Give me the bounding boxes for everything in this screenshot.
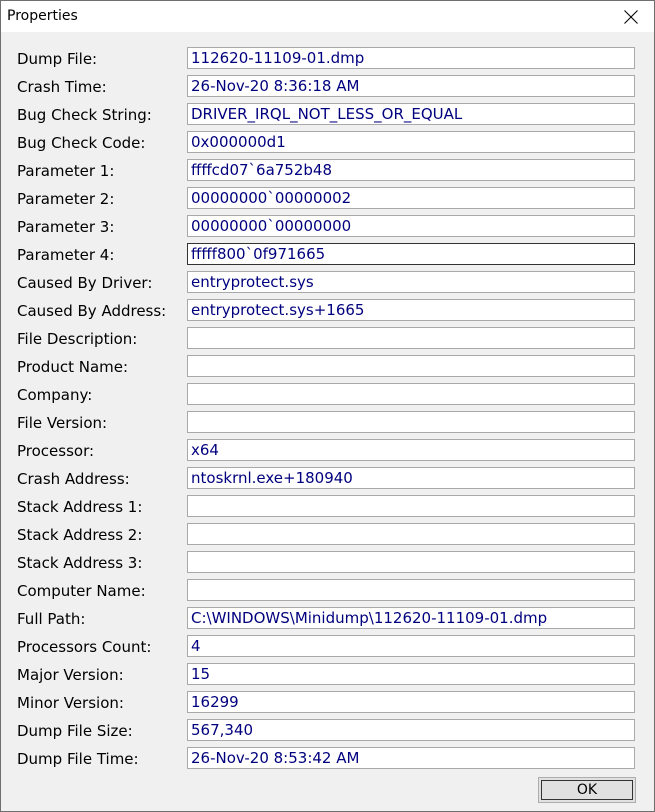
label-bug-check-string: Bug Check String:: [17, 106, 152, 124]
row-product-name: [1, 355, 654, 383]
row-caused-by-driver: [1, 271, 654, 299]
row-crash-address: [1, 467, 654, 495]
label-processor: Processor:: [17, 442, 95, 460]
label-crash-address: Crash Address:: [17, 470, 130, 488]
field-dump-file-time[interactable]: 26-Nov-20 8:53:42 AM: [187, 747, 635, 769]
field-processor[interactable]: x64: [187, 439, 635, 461]
row-stack-address-1: [1, 495, 654, 523]
field-stack-address-2[interactable]: [187, 523, 635, 545]
field-parameter-4[interactable]: fffff800`0f971665: [187, 243, 635, 265]
field-parameter-1[interactable]: ffffcd07`6a752b48: [187, 159, 635, 181]
field-major-version[interactable]: 15: [187, 663, 635, 685]
field-file-version[interactable]: [187, 411, 635, 433]
field-computer-name[interactable]: [187, 579, 635, 601]
row-stack-address-3: [1, 551, 654, 579]
row-parameter-4: [1, 243, 654, 271]
row-company: [1, 383, 654, 411]
field-bug-check-code[interactable]: 0x000000d1: [187, 131, 635, 153]
row-processor: [1, 439, 654, 467]
label-stack-address-1: Stack Address 1:: [17, 498, 143, 516]
label-parameter-4: Parameter 4:: [17, 246, 115, 264]
field-dump-file[interactable]: 112620-11109-01.dmp: [187, 47, 635, 69]
ok-button-label: OK: [576, 782, 598, 798]
field-crash-address[interactable]: ntoskrnl.exe+180940: [187, 467, 635, 489]
label-caused-by-driver: Caused By Driver:: [17, 274, 153, 292]
close-icon: [624, 10, 638, 24]
row-major-version: [1, 663, 654, 691]
row-file-description: [1, 327, 654, 355]
row-caused-by-address: [1, 299, 654, 327]
label-file-description: File Description:: [17, 330, 138, 348]
label-bug-check-code: Bug Check Code:: [17, 134, 146, 152]
row-full-path: [1, 607, 654, 635]
row-bug-check-code: [1, 131, 654, 159]
label-file-version: File Version:: [17, 414, 108, 432]
field-caused-by-address[interactable]: entryprotect.sys+1665: [187, 299, 635, 321]
label-dump-file-time: Dump File Time:: [17, 750, 139, 768]
properties-content: [1, 32, 654, 811]
label-full-path: Full Path:: [17, 610, 86, 628]
row-parameter-1: [1, 159, 654, 187]
field-product-name[interactable]: [187, 355, 635, 377]
label-parameter-1: Parameter 1:: [17, 162, 115, 180]
label-parameter-3: Parameter 3:: [17, 218, 115, 236]
window-title: Properties: [7, 8, 78, 24]
ok-button-focus-ring: [541, 780, 633, 800]
label-stack-address-3: Stack Address 3:: [17, 554, 143, 572]
field-caused-by-driver[interactable]: entryprotect.sys: [187, 271, 635, 293]
row-dump-file-time: [1, 747, 654, 775]
title-bar: [1, 1, 654, 32]
field-minor-version[interactable]: 16299: [187, 691, 635, 713]
label-computer-name: Computer Name:: [17, 582, 146, 600]
row-minor-version: [1, 691, 654, 719]
label-dump-file: Dump File:: [17, 50, 98, 68]
label-company: Company:: [17, 386, 93, 404]
label-product-name: Product Name:: [17, 358, 129, 376]
field-parameter-3[interactable]: 00000000`00000000: [187, 215, 635, 237]
row-stack-address-2: [1, 523, 654, 551]
row-file-version: [1, 411, 654, 439]
row-bug-check-string: [1, 103, 654, 131]
label-caused-by-address: Caused By Address:: [17, 302, 167, 320]
field-dump-file-size[interactable]: 567,340: [187, 719, 635, 741]
field-bug-check-string[interactable]: DRIVER_IRQL_NOT_LESS_OR_EQUAL: [187, 103, 635, 125]
field-stack-address-1[interactable]: [187, 495, 635, 517]
row-dump-file-size: [1, 719, 654, 747]
field-stack-address-3[interactable]: [187, 551, 635, 573]
label-crash-time: Crash Time:: [17, 78, 107, 96]
field-file-description[interactable]: [187, 327, 635, 349]
row-processors-count: [1, 635, 654, 663]
close-button[interactable]: [608, 1, 654, 32]
row-parameter-2: [1, 187, 654, 215]
field-full-path[interactable]: C:\WINDOWS\Minidump\112620-11109-01.dmp: [187, 607, 635, 629]
row-dump-file: [1, 47, 654, 75]
field-parameter-2[interactable]: 00000000`00000002: [187, 187, 635, 209]
row-parameter-3: [1, 215, 654, 243]
field-processors-count[interactable]: 4: [187, 635, 635, 657]
field-crash-time[interactable]: 26-Nov-20 8:36:18 AM: [187, 75, 635, 97]
label-processors-count: Processors Count:: [17, 638, 152, 656]
row-crash-time: [1, 75, 654, 103]
ok-button[interactable]: [538, 777, 636, 803]
field-company[interactable]: [187, 383, 635, 405]
label-major-version: Major Version:: [17, 666, 124, 684]
label-dump-file-size: Dump File Size:: [17, 722, 133, 740]
label-parameter-2: Parameter 2:: [17, 190, 115, 208]
label-minor-version: Minor Version:: [17, 694, 124, 712]
label-stack-address-2: Stack Address 2:: [17, 526, 143, 544]
row-computer-name: [1, 579, 654, 607]
